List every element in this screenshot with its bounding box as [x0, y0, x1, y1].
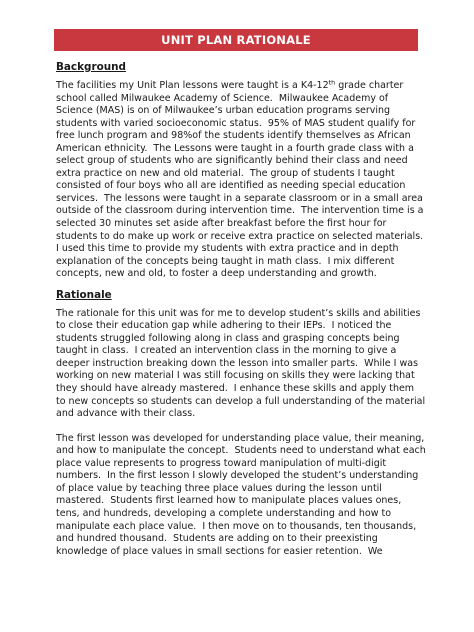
paragraph-line: numbers. In the first lesson I slowly developed the student’s understanding [56, 470, 419, 482]
paragraph-line: knowledge of place values in small sections for easier retention. We [56, 545, 383, 557]
paragraph-line: school called Milwaukee Academy of Science. Milwaukee Academy of [56, 92, 389, 104]
paragraph-line: tens, and hundreds, developing a complete understanding and how to [56, 507, 392, 519]
paragraph-line: I used this time to provide my students with extra practice and in depth [56, 243, 399, 255]
paragraph-line: selected 30 minutes set aside after breakfast before the first hour for [56, 218, 387, 230]
grade-text-tail: grade charter [335, 80, 404, 91]
paragraph-line: deeper instruction breaking down the lesson into smaller parts. While I was [56, 357, 419, 369]
document-title: UNIT PLAN RATIONALE [161, 33, 311, 47]
rationale-paragraph-2 [56, 432, 426, 558]
paragraph-line: students with varied socioeconomic status. 95% of MAS student qualify for [56, 117, 416, 129]
paragraph-line: and hundred thousand. Students are adding on to their preexisting [56, 533, 378, 545]
grade-text: The facilities my Unit Plan lessons were taught is a K4-12 [56, 80, 329, 91]
rationale-paragraph-1 [56, 307, 426, 421]
paragraph-line: The rationale for this unit was for me to develop student’s skills and abilities [56, 307, 421, 319]
document-body [56, 60, 426, 558]
paragraph-line [56, 80, 422, 93]
rationale-heading: Rationale [56, 288, 112, 301]
title-banner [54, 29, 418, 51]
paragraph-line: working on new material I was still focusing on skills they were lacking that [56, 370, 415, 382]
paragraph-line: free lunch program and 98%of the students identify themselves as African [56, 130, 411, 142]
paragraph-line: concepts, new and old, to foster a deep understanding and growth. [56, 268, 377, 280]
paragraph-line: explanation of the concepts being taught in math class. I mix different [56, 255, 395, 267]
paragraph-line: select group of students who are significantly behind their class and need [56, 155, 408, 167]
paragraph-line: The first lesson was developed for understanding place value, their meaning, [56, 432, 425, 444]
paragraph-line: students struggled following along in class and grasping concepts being [56, 332, 400, 344]
paragraph-line: Science (MAS) is on of Milwaukee’s urban education programs serving [56, 105, 391, 117]
paragraph-line: extra practice on new and old material. The group of students I taught [56, 167, 395, 179]
paragraph-line: outside of the classroom during intervention time. The intervention time is a [56, 205, 424, 217]
paragraph-line: services. The lessons were taught in a separate classroom or in a small area [56, 192, 423, 204]
background-paragraph [56, 80, 422, 281]
paragraph-line: manipulate each place value. I then move on to thousands, ten thousands, [56, 520, 417, 532]
paragraph-line: to close their education gap while adhering to their IEPs. I noticed the [56, 320, 392, 332]
paragraph-line: taught in class. I created an intervention class in the morning to give a [56, 345, 397, 357]
paragraph-line: to new concepts so students can develop a full understanding of the material [56, 395, 426, 407]
paragraph-line: mastered. Students first learned how to manipulate places values ones, [56, 495, 402, 507]
grade-superscript: th [328, 78, 336, 87]
paragraph-line: students to do make up work or receive extra practice on selected materials. [56, 230, 424, 242]
background-heading: Background [56, 61, 126, 73]
paragraph-line: and how to manipulate the concept. Students need to understand what each [56, 445, 426, 457]
paragraph-line: of place value by teaching three place values during the lesson until [56, 482, 382, 494]
paragraph-line: and advance with their class. [56, 408, 196, 420]
paragraph-line: place value represents to progress toward manipulation of multi-digit [56, 457, 387, 469]
paragraph-line: American ethnicity. The Lessons were taught in a fourth grade class with a [56, 142, 414, 154]
paragraph-line: consisted of four boys who all are identified as needing special education [56, 180, 406, 192]
paragraph-line: they should have already mastered. I enhance these skills and apply them [56, 383, 415, 395]
